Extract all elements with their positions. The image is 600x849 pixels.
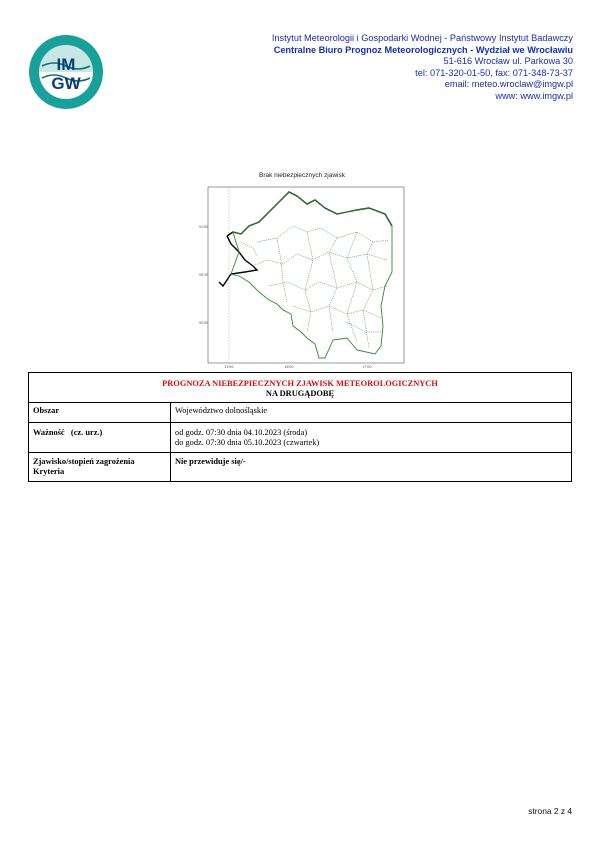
institute-header	[193, 33, 573, 103]
forecast-title-cell	[29, 373, 572, 403]
area-label: Obszar	[29, 403, 171, 423]
office-address: 51-616 Wrocław ul. Parkowa 30	[443, 56, 573, 67]
forecast-table	[28, 372, 572, 482]
area-row	[29, 403, 572, 423]
logo-text-bottom: GW	[51, 74, 81, 93]
logo-text-top: IM	[56, 55, 76, 74]
y-tick-label: 50'30	[199, 273, 208, 277]
y-axis-ticks	[199, 225, 208, 325]
office-name: Centralne Biuro Prognoz Meteorologicznych - Wydział we Wrocławiu	[273, 44, 573, 55]
x-tick-label: 15'00	[224, 365, 234, 368]
y-tick-label: 51'00	[199, 225, 208, 229]
validity-label-text: Ważność (cz. urz.)	[33, 428, 103, 437]
imgw-logo	[28, 34, 104, 110]
criteria-label: Kryteria	[33, 467, 65, 476]
map-title: Brak niebezpiecznych zjawisk	[259, 172, 345, 179]
page-number: strona 2 z 4	[528, 806, 572, 816]
x-tick-label: 17'00	[362, 365, 372, 368]
y-tick-label: 50'00	[199, 321, 208, 325]
phenomenon-label: Zjawisko/stopień zagrożenia	[33, 457, 135, 466]
office-email: email: meteo.wroclaw@imgw.pl	[444, 79, 573, 90]
office-website: www: www.imgw.pl	[495, 90, 573, 101]
validity-to: do godz. 07:30 dnia 05.10.2023 (czwartek)	[175, 438, 320, 447]
forecast-title-row	[29, 373, 572, 403]
x-tick-label: 16'00	[284, 365, 294, 368]
office-phone: tel: 071-320-01-50, fax: 071-348-73-37	[415, 67, 573, 78]
phenomenon-row	[29, 453, 572, 482]
phenomenon-value: Nie przewiduje się/-	[171, 453, 572, 482]
validity-from: od godz. 07:30 dnia 04.10.2023 (środa)	[175, 428, 308, 437]
forecast-title: PROGNOZA NIEBEZPIECZNYCH ZJAWISK METEOROLOGICZNYCH	[162, 379, 438, 388]
forecast-subtitle: NA DRUGĄDOBĘ	[265, 389, 335, 398]
validity-value	[171, 423, 572, 453]
validity-row	[29, 423, 572, 453]
validity-label	[29, 423, 171, 453]
phenomenon-label-cell	[29, 453, 171, 482]
x-axis-ticks	[225, 365, 372, 368]
warning-map	[197, 182, 407, 368]
area-value: Województwo dolnośląskie	[171, 403, 572, 423]
institute-name: Instytut Meteorologii i Gospodarki Wodnej - Państwowy Instytut Badawczy	[271, 33, 573, 43]
